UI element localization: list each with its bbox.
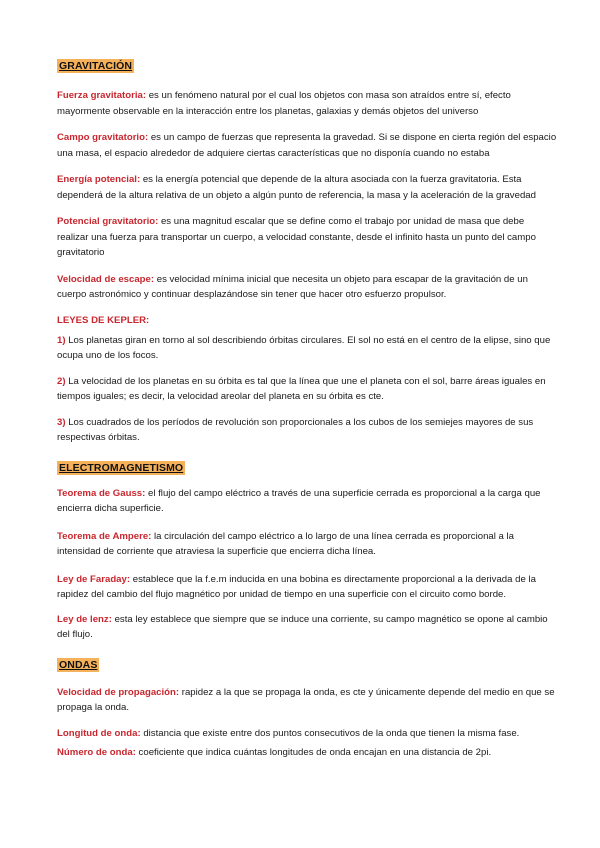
- item-teorema-ampere: [57, 529, 557, 560]
- document-content: [57, 56, 557, 761]
- heading-electromagnetismo: ELECTROMAGNETISMO: [59, 461, 184, 474]
- definition: es velocidad mínima inicial que necesita un objeto para escapar de la gravitación de un cuerpo astronómico y continuar desplazándose sin tener que hacer otro esfuerzo propulsor.: [57, 273, 528, 300]
- law-text: La velocidad de los planetas en su órbita es tal que la línea que une el planeta con el sol, barre áreas iguales en tiempos iguales; es decir, la velocidad areolar del planeta en su órbita es cte.: [57, 375, 546, 402]
- definition: es un campo de fuerzas que representa la gravedad. Si se dispone en cierta región del espacio una masa, el espacio alrededor de adquiere ciertas características que no disponía cuando no estaba: [57, 132, 557, 159]
- term: Energía potencial:: [57, 174, 141, 185]
- term: Longitud de onda:: [57, 727, 141, 739]
- item-energia-potencial: [57, 172, 557, 203]
- item-longitud-onda: [57, 726, 557, 742]
- section-ondas: [57, 655, 557, 673]
- item-ley-lenz: [57, 612, 557, 643]
- item-potencial-gravitatorio: [57, 214, 557, 261]
- law-number: 1): [57, 334, 66, 346]
- kepler-law-2: [57, 374, 557, 405]
- kepler-law-3: [57, 415, 557, 446]
- item-teorema-gauss: [57, 486, 557, 517]
- heading-leyes-kepler: LEYES DE KEPLER:: [57, 314, 150, 326]
- term: Velocidad de escape:: [57, 273, 155, 285]
- term: Ley de Faraday:: [57, 573, 131, 585]
- definition: esta ley establece que siempre que se induce una corriente, su campo magnético se opone al cambio del flujo.: [57, 613, 548, 640]
- term: Teorema de Ampere:: [57, 530, 152, 542]
- item-fuerza-gravitatoria: [57, 88, 557, 119]
- term: Campo gravitatorio:: [57, 132, 149, 143]
- definition: el flujo del campo eléctrico a través de una superficie cerrada es proporcional a la carga que encierra dicha superficie.: [57, 487, 541, 514]
- term: Velocidad de propagación:: [57, 686, 180, 698]
- law-text: Los planetas giran en torno al sol describiendo órbitas circulares. El sol no está en el centro de la elipse, sino que ocupa uno de los focos.: [57, 334, 551, 361]
- definition: la circulación del campo eléctrico a lo largo de una línea cerrada es proporcional a la intensidad de corriente que atraviesa la superficie que encierra dicha línea.: [57, 530, 515, 557]
- item-numero-onda: [57, 745, 557, 761]
- definition: es una magnitud escalar que se define como el trabajo por unidad de masa que debe realizar una fuerza para transportar un cuerpo, a velocidad constante, desde el infinito hasta un punto del campo gravitatorio: [57, 216, 536, 258]
- term: Teorema de Gauss:: [57, 487, 146, 499]
- definition: establece que la f.e.m inducida en una bobina es directamente proporcional a la derivada de la rapidez del cambio del flujo magnético por unidad de tiempo en una superficie con el circuito como borde.: [57, 573, 536, 600]
- definition: es la energía potencial que depende de la altura asociada con la fuerza gravitatoria. Esta dependerá de la altura relativa de un objeto a algún punto de referencia, la masa y la aceleración de la gravedad: [57, 174, 536, 201]
- law-number: 2): [57, 375, 66, 387]
- definition: coeficiente que indica cuántas longitudes de onda encajan en una distancia de 2pi.: [135, 747, 492, 758]
- definition: es un fenómeno natural por el cual los objetos con masa son atraídos entre sí, efecto mayormente observable en la interacción entre los planetas, galaxias y demás objetos del universo: [57, 90, 511, 117]
- item-velocidad-escape: [57, 272, 557, 303]
- law-text: Los cuadrados de los períodos de revolución son proporcionales a los cubos de los semiejes mayores de sus respectivas órbitas.: [57, 416, 534, 443]
- kepler-law-1: [57, 333, 557, 364]
- section-gravitacion: [57, 56, 557, 74]
- term: Potencial gravitatorio:: [57, 216, 159, 227]
- term: Fuerza gravitatoria:: [57, 90, 147, 101]
- item-campo-gravitatorio: [57, 130, 557, 161]
- term: Número de onda:: [57, 747, 136, 758]
- heading-ondas: ONDAS: [59, 658, 98, 671]
- definition: distancia que existe entre dos puntos consecutivos de la onda que tienen la misma fase.: [140, 727, 520, 739]
- term: Ley de lenz:: [57, 613, 112, 625]
- law-number: 3): [57, 416, 66, 428]
- definition: rapidez a la que se propaga la onda, es cte y únicamente depende del medio en que se propaga la onda.: [57, 686, 555, 713]
- item-velocidad-propagacion: [57, 685, 557, 716]
- section-electromagnetismo: [57, 458, 557, 476]
- item-ley-faraday: [57, 572, 557, 603]
- heading-gravitacion: GRAVITACIÓN: [59, 60, 133, 72]
